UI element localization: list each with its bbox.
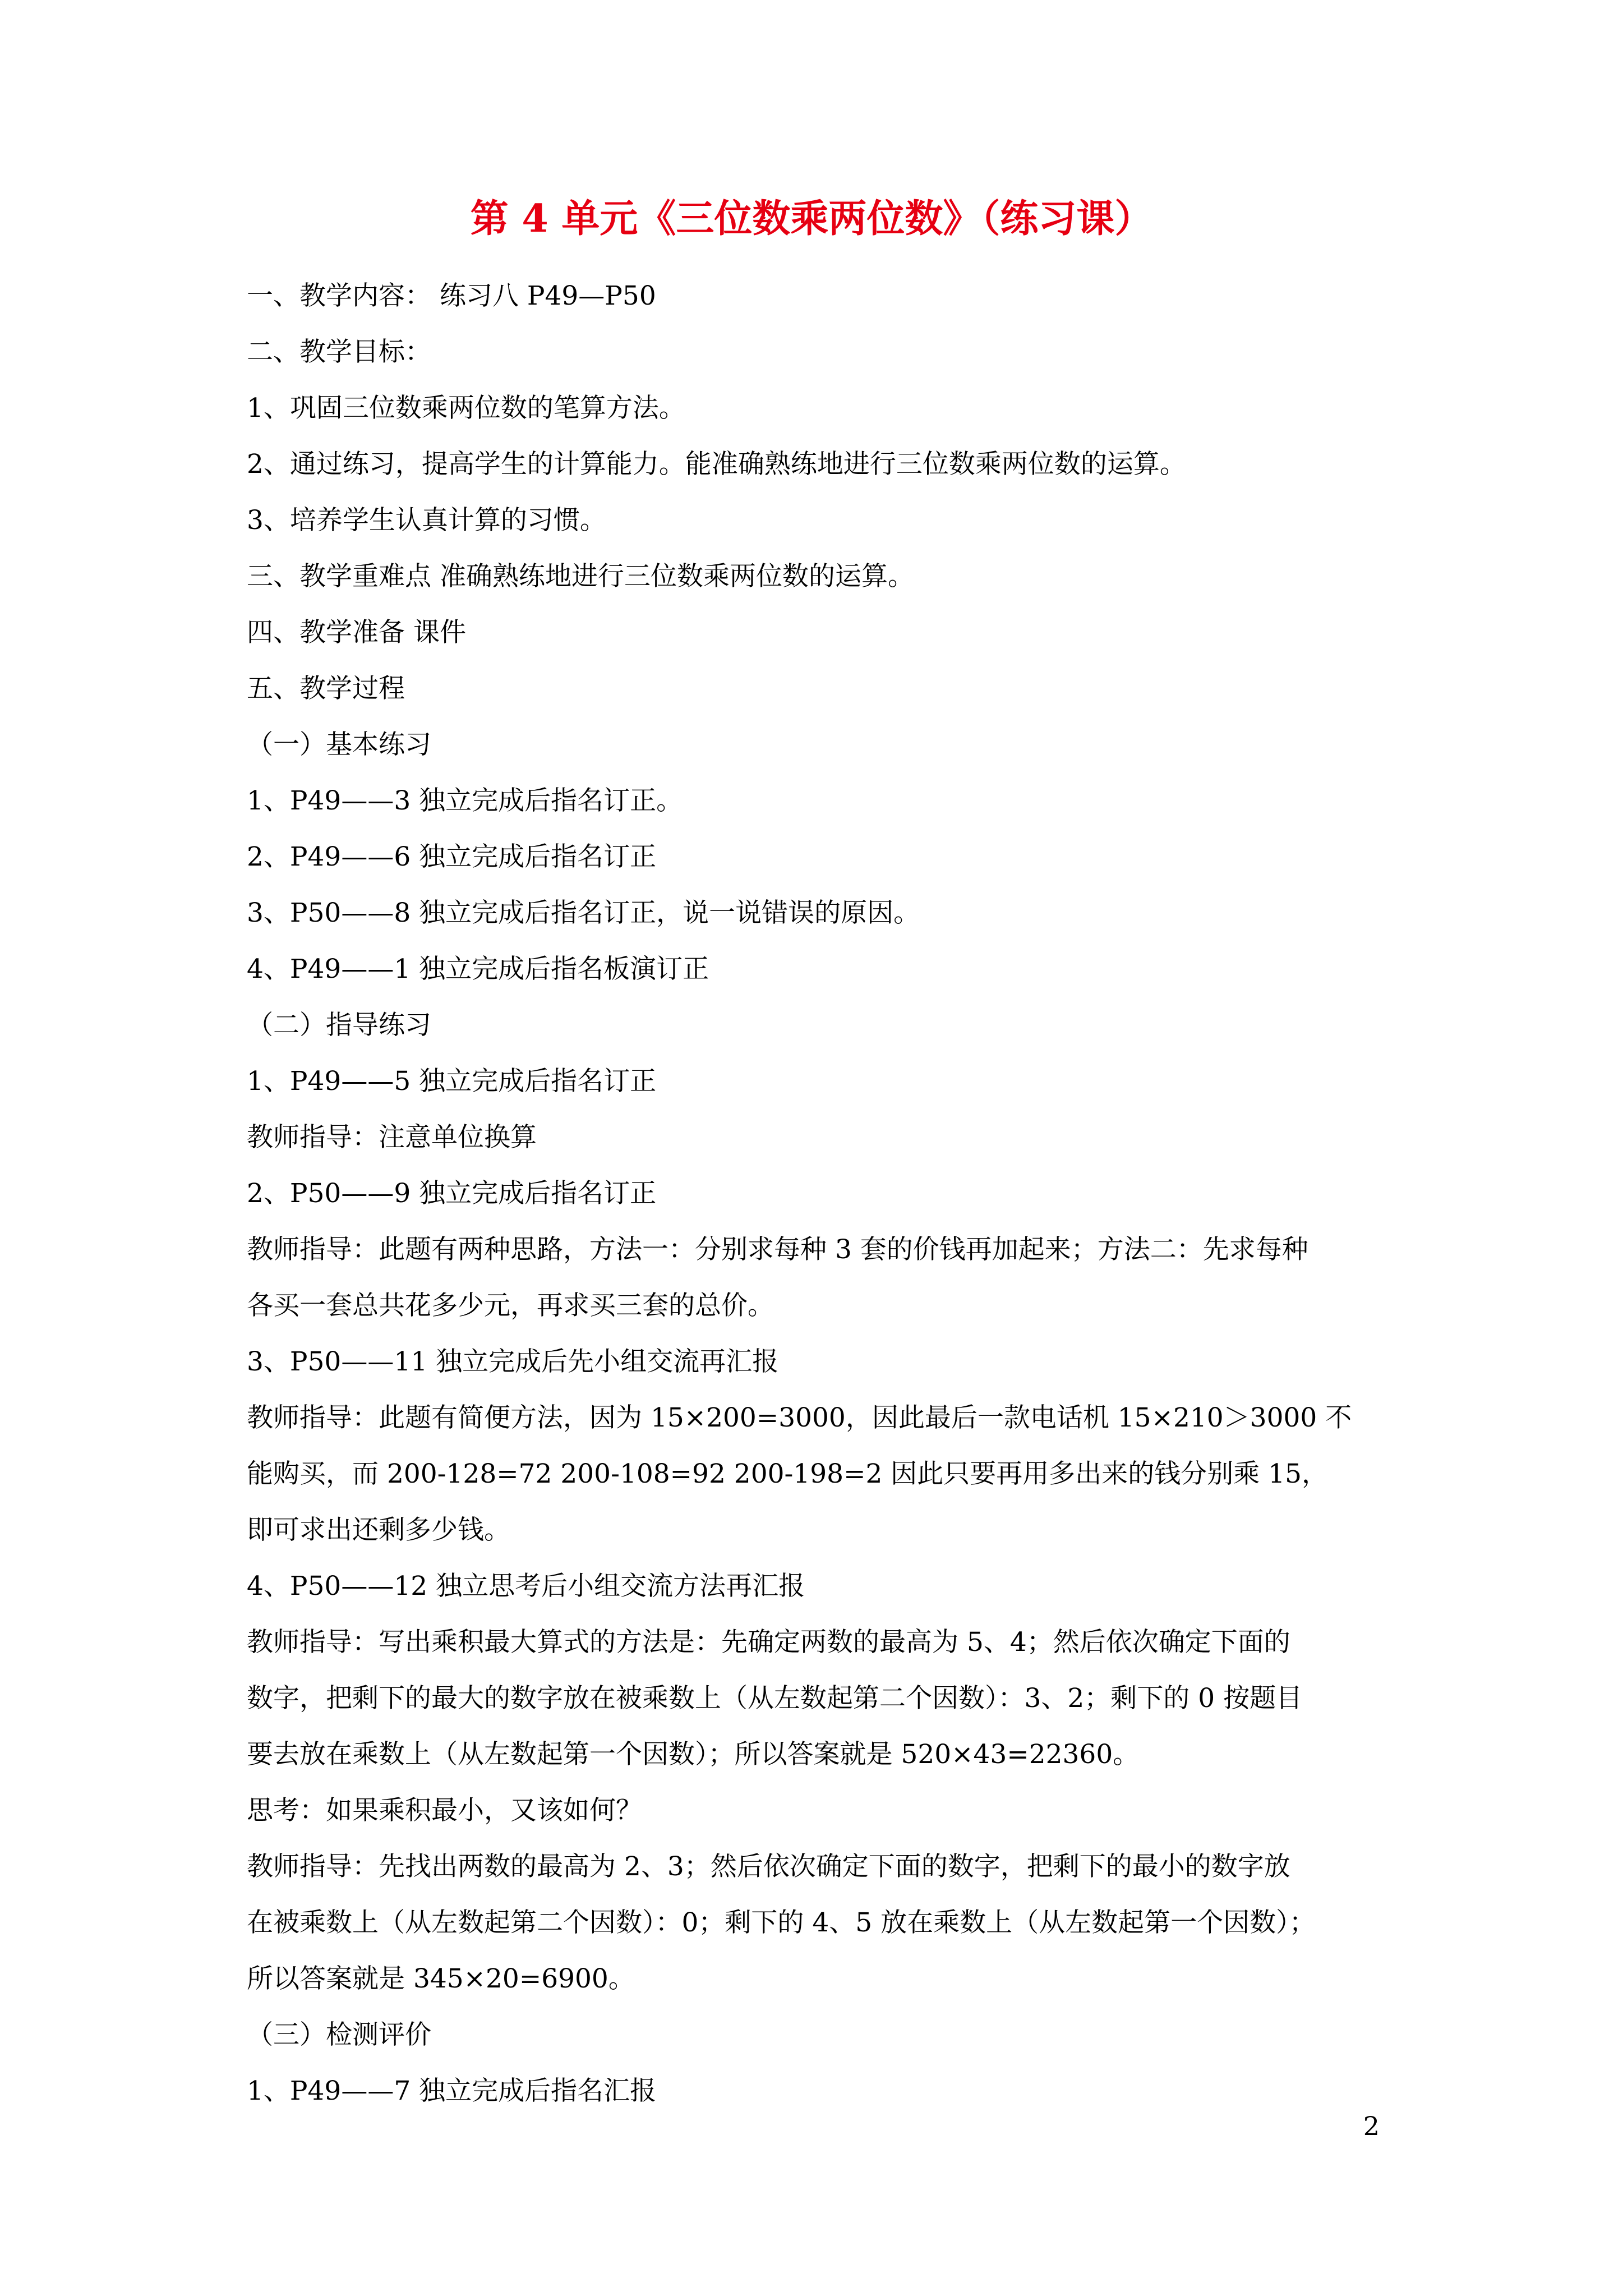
text-line: （二）指导练习 — [247, 1010, 431, 1041]
text-line: 1、P49——7 独立完成后指名汇报 — [247, 2076, 657, 2106]
text-line: 要去放在乘数上（从左数起第一个因数）；所以答案就是 520×43=22360。 — [247, 1739, 1140, 1770]
text-line: 4、P50——12 独立思考后小组交流方法再汇报 — [247, 1571, 805, 1602]
text-line: 即可求出还剩多少钱。 — [247, 1515, 510, 1545]
text-line: 二、教学目标： — [247, 337, 431, 367]
text-line: 能购买，而 200-128=72 200-108=92 200-198=2 因此只要再用多出来的钱分别乘 15， — [247, 1458, 1329, 1489]
text-line: 四、教学准备 课件 — [247, 617, 466, 648]
text-line: 数字，把剩下的最大的数字放在被乘数上（从左数起第二个因数）：3、2；剩下的 0 按题目 — [247, 1683, 1303, 1714]
page-number: 2 — [1363, 2111, 1380, 2141]
text-line: 在被乘数上（从左数起第二个因数）：0；剩下的 4、5 放在乘数上（从左数起第一个因数）； — [247, 1907, 1316, 1938]
text-line: 1、巩固三位数乘两位数的笔算方法。 — [247, 393, 685, 424]
text-line: 思考：如果乘积最小，又该如何？ — [247, 1795, 642, 1826]
text-line: 2、P50——9 独立完成后指名订正 — [247, 1178, 657, 1209]
text-line: （三）检测评价 — [247, 2019, 431, 2050]
text-line: 教师指导：注意单位换算 — [247, 1122, 537, 1153]
text-line: 2、P49——6 独立完成后指名订正 — [247, 841, 657, 872]
text-line: 2、通过练习，提高学生的计算能力。能准确熟练地进行三位数乘两位数的运算。 — [247, 449, 1186, 480]
text-line: 三、教学重难点 准确熟练地进行三位数乘两位数的运算。 — [247, 561, 914, 592]
text-line: 五、教学过程 — [247, 673, 405, 704]
text-line: 教师指导：此题有两种思路，方法一：分别求每种 3 套的价钱再加起来；方法二：先求每种 — [247, 1234, 1308, 1265]
text-line: 教师指导：先找出两数的最高为 2、3；然后依次确定下面的数字，把剩下的最小的数字放 — [247, 1851, 1290, 1882]
text-line: （一）基本练习 — [247, 729, 431, 760]
document-body — [247, 268, 1391, 2119]
text-line: 各买一套总共花多少元，再求买三套的总价。 — [247, 1290, 774, 1321]
document-title: 第 4 单元《三位数乘两位数》（练习课） — [470, 196, 1153, 241]
text-line: 一、教学内容： 练习八 P49—P50 — [247, 280, 656, 311]
text-line: 所以答案就是 345×20=6900。 — [247, 1963, 635, 1994]
text-line: 3、P50——8 独立完成后指名订正，说一说错误的原因。 — [247, 898, 920, 928]
text-line: 1、P49——3 独立完成后指名订正。 — [247, 785, 683, 816]
text-line: 3、培养学生认真计算的习惯。 — [247, 505, 606, 536]
text-line: 4、P49——1 独立完成后指名板演订正 — [247, 954, 709, 984]
text-line: 教师指导：此题有简便方法，因为 15×200=3000，因此最后一款电话机 15×210＞3000 不 — [247, 1402, 1352, 1433]
text-line: 教师指导：写出乘积最大算式的方法是：先确定两数的最高为 5、4；然后依次确定下面的 — [247, 1627, 1290, 1658]
text-line: 3、P50——11 独立完成后先小组交流再汇报 — [247, 1346, 779, 1377]
text-line: 1、P49——5 独立完成后指名订正 — [247, 1066, 657, 1097]
